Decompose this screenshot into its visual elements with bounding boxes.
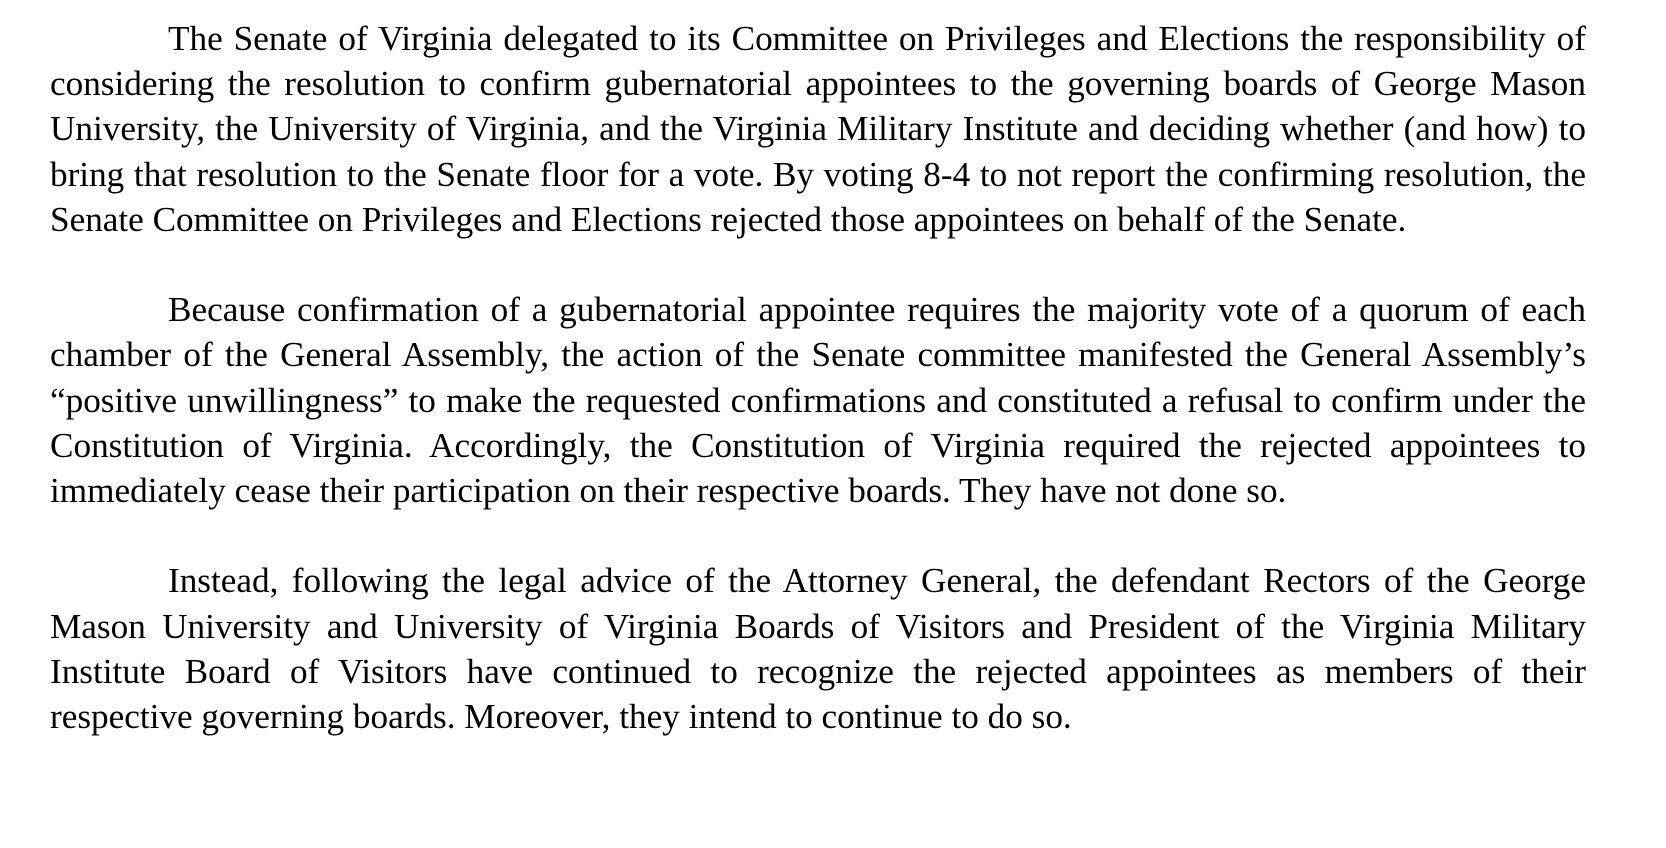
paragraph-3: Instead, following the legal advice of the Attorney General, the defendant Rectors of the George Mason University and University of Virginia Boards of Visitors and President of the Virginia Military Institute Board of Visitors have continued to recognize the rejected appointees as members of their respective governing boards. Moreover, they intend to continue to do so. bbox=[50, 561, 1586, 737]
document-body bbox=[50, 16, 1586, 739]
paragraph-1: The Senate of Virginia delegated to its Committee on Privileges and Elections the responsibility of considering the resolution to confirm gubernatorial appointees to the governing boards of George Mason University, the University of Virginia, and the Virginia Military Institute and deciding whether (and how) to bring that resolution to the Senate floor for a vote. By voting 8-4 to not report the confirming resolution, the Senate Committee on Privileges and Elections rejected those appointees on behalf of the Senate. bbox=[50, 19, 1586, 239]
paragraph-2: Because confirmation of a gubernatorial appointee requires the majority vote of a quorum of each chamber of the General Assembly, the action of the Senate committee manifested the General Assembly’s “positive unwillingness” to make the requested confirmations and constituted a refusal to confirm under the Constitution of Virginia. Accordingly, the Constitution of Virginia required the rejected appointees to immediately cease their participation on their respective boards. They have not done so. bbox=[50, 290, 1586, 511]
